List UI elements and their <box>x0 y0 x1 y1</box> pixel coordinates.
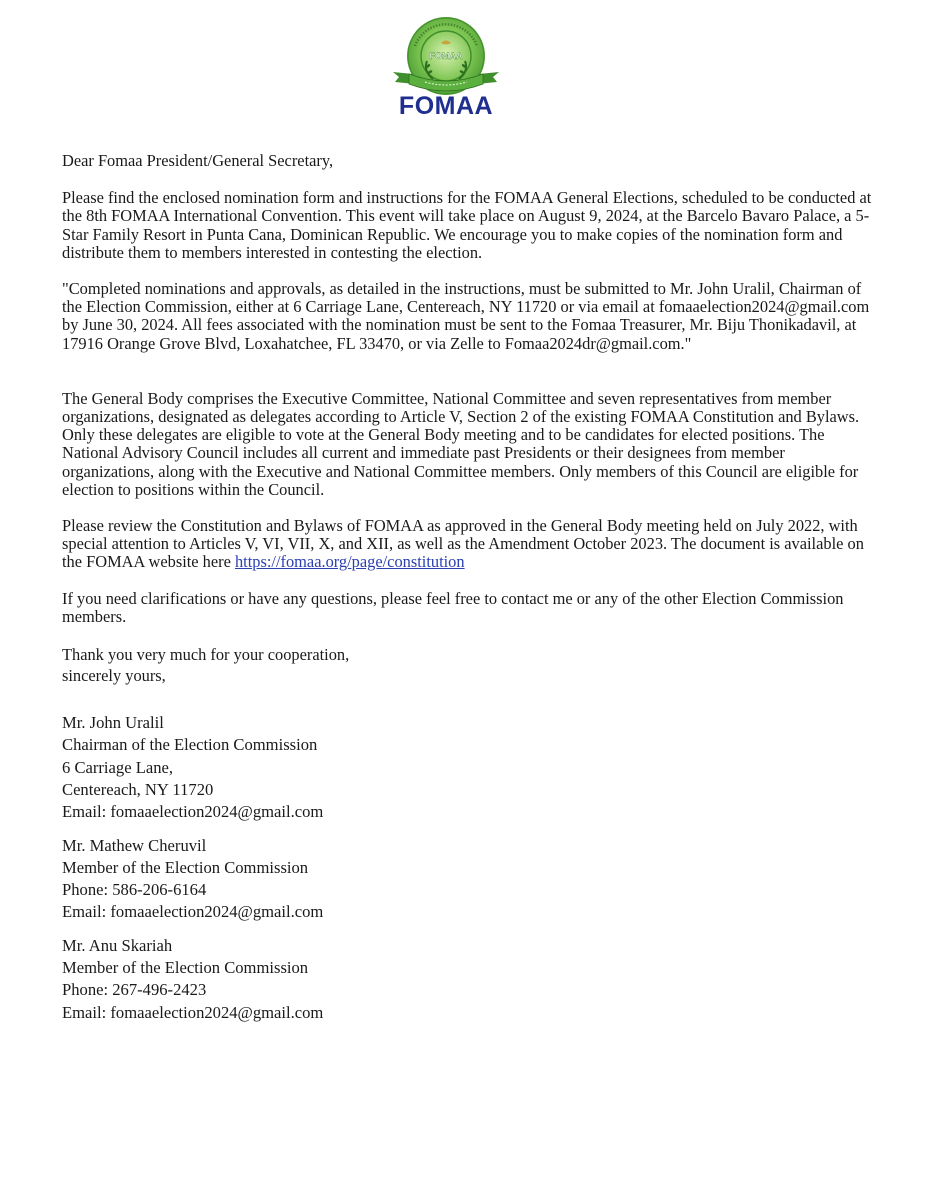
paragraph-general-body: The General Body comprises the Executive Committee, National Committee and seven representatives from member organizations, designated as delegates according to Article V, Section 2 of the existing FOMAA Constitution and Bylaws. Only these delegates are eligible to vote at the General Body meeting and to be candidates for elected positions. The National Advisory Council includes all current and immediate past Presidents or their designees from member organizations, along with the Executive and National Committee members. Only members of this Council are eligible for election to positions within the Council. <box>62 388 860 499</box>
signatory-title: Member of the Election Commission <box>62 958 309 978</box>
paragraph-nomination-submission: "Completed nominations and approvals, as detailed in the instructions, must be submitted to Mr. John Uralil, Chairman of the Election Commission, either at 6 Carriage Lane, Centereach, NY 11720 or via email at fomaaelection2024@gmail.com by June 30, 2024. All fees associated with the nomination must be sent to the Fomaa Treasurer, Mr. Biju Thonikadavil, at 17916 Orange Grove Blvd, Loxahatchee, FL 33470, or via Zelle to Fomaa2024dr@gmail.com." <box>62 279 870 353</box>
signatory-member-2 <box>62 935 872 1024</box>
signatory-address-line2: Centereach, NY 11720 <box>62 779 214 799</box>
closing <box>62 644 872 686</box>
logo-wordmark: FOMAA <box>398 92 494 120</box>
emblem-center-text: FOMAA <box>429 51 463 61</box>
signatory-title: Member of the Election Commission <box>62 857 309 877</box>
salutation: Dear Fomaa President/General Secretary, <box>62 151 334 170</box>
constitution-link[interactable]: https://fomaa.org/page/constitution <box>234 552 465 572</box>
paragraph-contact: If you need clarifications or have any questions, please feel free to contact me or any of the other Election Commission members. <box>62 588 844 626</box>
closing-thanks: Thank you very much for your cooperation, <box>62 645 350 665</box>
signatory-name: Mr. Anu Skariah <box>62 935 173 955</box>
signatory-email: Email: fomaaelection2024@gmail.com <box>62 1002 324 1022</box>
signatory-name: Mr. Mathew Cheruvil <box>62 835 207 855</box>
signatory-member-1 <box>62 835 872 924</box>
letter-body <box>62 152 872 1035</box>
signatory-address-line1: 6 Carriage Lane, <box>62 757 174 777</box>
fomaa-emblem-icon <box>385 16 507 98</box>
signatory-name: Mr. John Uralil <box>62 713 164 733</box>
signatory-phone: Phone: 586-206-6164 <box>62 880 207 900</box>
fomaa-logo <box>385 16 507 124</box>
signatory-email: Email: fomaaelection2024@gmail.com <box>62 902 324 922</box>
paragraph-election-intro: Please find the enclosed nomination form and instructions for the FOMAA General Elections, scheduled to be conducted at the 8th FOMAA International Convention. This event will take place on August 9, 2024, at the Barcelo Bavaro Palace, a 5-Star Family Resort in Punta Cana, Dominican Republic. We encourage you to make copies of the nomination form and distribute them to members interested in contesting the election. <box>62 188 872 262</box>
signatory-phone: Phone: 267-496-2423 <box>62 980 207 1000</box>
closing-sincerely: sincerely yours, <box>62 666 166 686</box>
constitution-text: Please review the Constitution and Bylaws of FOMAA as approved in the General Body meeting held on July 2022, with special attention to Articles V, VI, VII, X, and XII, as well as the Amendment October 2023. The document is available on the FOMAA website here <box>62 516 864 572</box>
signature-block <box>62 712 872 1024</box>
signatory-title: Chairman of the Election Commission <box>62 735 318 755</box>
signatory-email: Email: fomaaelection2024@gmail.com <box>62 802 324 822</box>
paragraph-constitution <box>62 517 872 572</box>
signatory-chairman <box>62 712 872 823</box>
